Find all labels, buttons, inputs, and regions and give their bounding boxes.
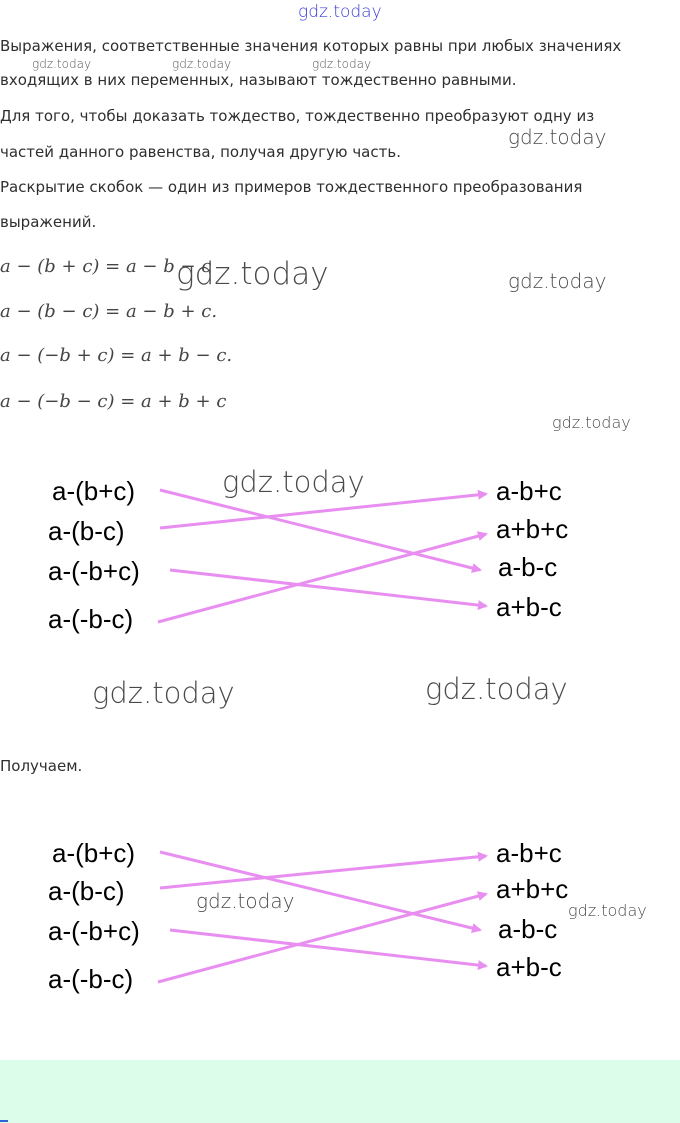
formula: a − (b + c) = a − b − c [0, 256, 212, 277]
watermark: gdz.today [425, 672, 568, 706]
watermark: gdz.today [568, 901, 647, 920]
watermark: gdz.today [508, 125, 607, 149]
paragraph-line: Выражения, соответственные значения которых равны при любых значениях [0, 37, 622, 55]
paragraph-line: Для того, чтобы доказать тождество, тождественно преобразуют одну из [0, 107, 595, 125]
watermark: gdz.today [92, 676, 235, 710]
matching-diagram-result [40, 822, 600, 1012]
watermark-small: gdz.today [312, 57, 372, 71]
footer-mark [0, 1120, 8, 1122]
right-expression: a+b-c [496, 592, 562, 622]
watermark: gdz.today [508, 269, 607, 293]
right-expression: a-b+c [496, 838, 562, 868]
left-expression: a-(-b-c) [48, 964, 134, 994]
right-expression: a-b-c [498, 552, 558, 582]
watermark: gdz.today [176, 256, 329, 292]
right-expression: a-b-c [498, 914, 558, 944]
paragraph-line: Раскрытие скобок — один из примеров тождественного преобразования [0, 178, 583, 196]
left-expression: a-(b+c) [52, 838, 136, 868]
left-expression: a-(-b+c) [48, 916, 140, 946]
watermark-top: gdz.today [298, 2, 382, 22]
match-arrow [160, 490, 480, 570]
result-label: Получаем. [0, 757, 83, 775]
formula: a − (−b + c) = a + b − c. [0, 345, 233, 366]
match-arrow [160, 494, 486, 528]
watermark: gdz.today [552, 413, 631, 432]
formula: a − (−b − c) = a + b + c [0, 391, 227, 412]
watermark: gdz.today [196, 889, 295, 913]
right-expression: a+b+c [496, 514, 569, 544]
paragraph-line: частей данного равенства, получая другую часть. [0, 143, 401, 161]
left-expression: a-(-b+c) [48, 556, 140, 586]
right-expression: a+b-c [496, 952, 562, 982]
watermark-small: gdz.today [32, 57, 92, 71]
right-expression: a+b+c [496, 874, 569, 904]
paragraph-line: входящих в них переменных, называют тождественно равными. [0, 71, 517, 89]
left-expression: a-(-b-c) [48, 604, 134, 634]
left-expression: a-(b-c) [48, 876, 125, 906]
right-expression: a-b+c [496, 476, 562, 506]
watermark: gdz.today [222, 465, 365, 499]
formula: a − (b − c) = a − b + c. [0, 301, 218, 322]
watermark-small: gdz.today [172, 57, 232, 71]
left-expression: a-(b-c) [48, 516, 125, 546]
paragraph-line: выражений. [0, 213, 97, 231]
match-arrow [160, 856, 486, 888]
left-expression: a-(b+c) [52, 476, 136, 506]
match-arrow [158, 534, 486, 622]
footer-band [0, 1060, 680, 1123]
